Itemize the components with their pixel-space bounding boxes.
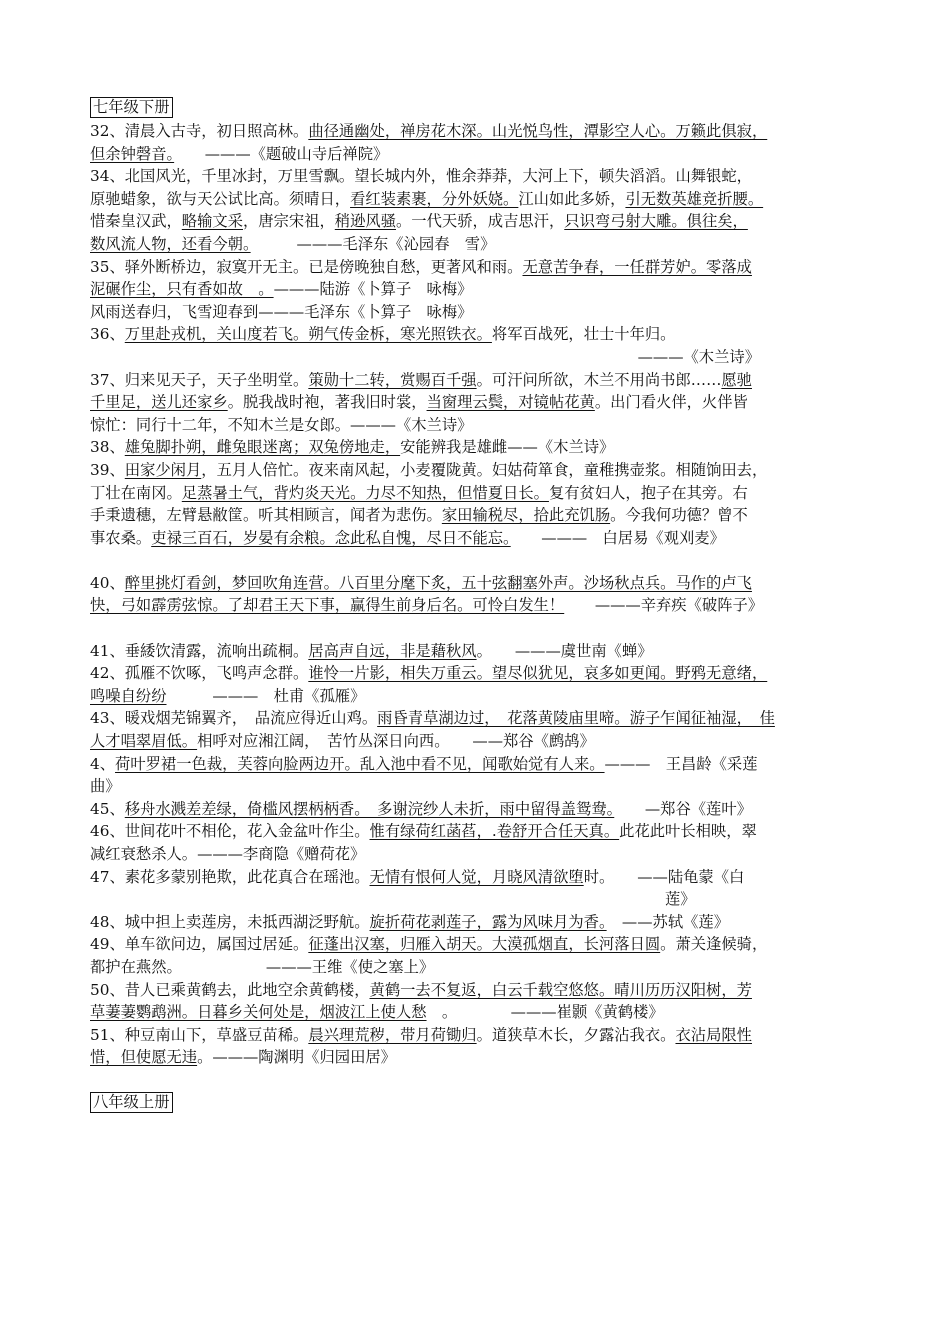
text-run: ，唐宗宋祖， xyxy=(243,212,335,231)
text-line xyxy=(90,391,865,414)
text-run: 41、垂緌饮清露，流响出疏桐。 xyxy=(90,641,309,660)
underlined-text: 无情有恨何人觉，月晓风清欲堕 xyxy=(369,867,584,886)
text-line xyxy=(90,482,865,505)
underlined-text: 稍逊风骚 xyxy=(334,212,396,231)
text-run: 手秉遗穗，左臂悬敝筐。听其相顾言，闻者为悲伤。 xyxy=(90,506,442,525)
text-run: 。今我何功德？曾不 xyxy=(610,506,748,525)
text-run: 。可汗问所欲，木兰不用尚书郎…… xyxy=(476,370,722,389)
underlined-text: 惜，但使愿无违 xyxy=(90,1048,198,1067)
text-run: ——— 王昌龄《采莲 xyxy=(604,754,758,773)
text-run: 。出门看火伴，火伴皆 xyxy=(594,393,748,412)
text-line xyxy=(90,1046,865,1069)
underlined-text: 田家少闲月 xyxy=(124,460,202,479)
text-line xyxy=(90,504,865,527)
text-run: 38、 xyxy=(90,438,125,457)
underlined-text: 数风流人物，还看今朝。 xyxy=(90,234,251,253)
text-run: 4、 xyxy=(90,754,116,773)
text-run: 都护在燕然。 ———王维《使之塞上》 xyxy=(90,957,435,976)
underlined-text: 家田输税尽，拾此充饥肠 xyxy=(441,506,611,525)
text-line xyxy=(90,436,865,459)
text-line xyxy=(90,753,865,776)
underlined-text: 但余钟磬音。 xyxy=(90,144,175,163)
underlined-text: 快，弓如霹雳弦惊。了却君王天下事，赢得生前身后名。可怜白发生！ xyxy=(90,596,565,615)
text-run: 40、 xyxy=(90,573,125,592)
text-line xyxy=(90,843,865,866)
text-run: 事农桑。 xyxy=(90,528,152,547)
underlined-text: 愿驰 xyxy=(721,370,752,389)
underlined-text: 晨兴理荒秽，带月荷锄归 xyxy=(308,1025,477,1044)
blank-line xyxy=(90,617,865,640)
underlined-text: 鸣噪自纷纷 xyxy=(90,686,167,705)
text-line xyxy=(90,933,865,956)
text-line xyxy=(90,301,865,324)
text-run: 将军百战死，壮士十年归。 xyxy=(491,325,676,344)
text-line xyxy=(90,143,865,166)
text-line xyxy=(90,414,865,437)
poem-list xyxy=(90,120,865,1069)
document-page xyxy=(90,97,865,1115)
underlined-text: 曲径通幽处，禅房花木深。山光悦鸟性，潭影空人心。万籁此俱寂， xyxy=(308,122,768,140)
text-run: 45、 xyxy=(90,799,125,818)
text-run: 35、驿外断桥边，寂寞开无主。已是傍晚独自愁，更著风和雨。 xyxy=(90,257,523,276)
underlined-text: 引无数英雄竞折腰。 xyxy=(625,189,764,208)
text-run: 47、素花多蒙别艳欺，此花真合在瑶池。 xyxy=(90,867,370,886)
text-line xyxy=(90,707,865,730)
text-run: 减红衰愁杀人。———李商隐《赠荷花》 xyxy=(90,845,366,863)
underlined-text: 千里足，送儿还家乡 xyxy=(90,393,228,412)
text-line xyxy=(90,459,865,482)
text-line xyxy=(90,233,865,256)
text-line xyxy=(90,594,865,617)
text-line xyxy=(90,165,865,188)
text-run: 丁壮在南冈。 xyxy=(90,483,182,502)
underlined-text: 足蒸暑土气，背灼炎天光。力尽不知热，但惜夏日长。 xyxy=(181,483,549,502)
underlined-text: 醉里挑灯看剑，梦回吹角连营。八百里分麾下炙，五十弦翻塞外声。沙场秋点兵。马作的卢飞 xyxy=(124,573,752,592)
text-run: 37、归来见天子，天子坐明堂。 xyxy=(90,370,309,389)
text-run: ——— 杜甫《孤雁》 xyxy=(166,686,366,705)
text-line xyxy=(90,1001,865,1024)
text-line xyxy=(90,323,865,346)
text-line xyxy=(90,210,865,233)
underlined-text: 雨昏青草湖边过， 花落黄陵庙里啼。游子乍闻征袖湿， 佳 xyxy=(377,709,775,728)
text-line xyxy=(90,730,865,753)
underlined-text: 吏禄三百石，岁晏有余粮。念此私自愧，尽日不能忘。 xyxy=(151,528,511,547)
text-run: 49、单车欲问边，属国过居延。 xyxy=(90,935,309,954)
underlined-text: 荷叶罗裙一色裁，芙蓉向脸两边开。乱入池中看不见，闻歌始觉有人来。 xyxy=(115,754,605,773)
text-run: ———《题破山寺后禅院》 xyxy=(174,144,389,163)
text-run: 风雨送春归，飞雪迎春到———毛泽东《卜算子 咏梅》 xyxy=(90,302,473,321)
text-line xyxy=(90,888,865,911)
text-run: 惜秦皇汉武， xyxy=(90,212,182,231)
underlined-text: 略输文采 xyxy=(181,212,243,231)
underlined-text: 人才唱翠眉低。 xyxy=(90,732,198,751)
text-run: 50、昔人已乘黄鹤去，此地空余黄鹤楼， xyxy=(90,980,370,999)
underlined-text: 黄鹤一去不复返，白云千载空悠悠。晴川历历汉阳树，芳 xyxy=(369,980,752,999)
text-run: 莲》 xyxy=(665,890,696,909)
underlined-text: 居高声自远，非是藉秋风 xyxy=(308,641,477,660)
text-run: —郑谷《莲叶》 xyxy=(614,799,752,818)
text-run: 46、世间花叶不相伦，花入金盆叶作尘。 xyxy=(90,822,370,841)
text-line xyxy=(90,979,865,1002)
text-run: ———《木兰诗》 xyxy=(637,347,760,366)
text-line xyxy=(90,1024,865,1047)
text-run: 时。 ——陆龟蒙《白 xyxy=(583,867,745,886)
underlined-text: 只识弯弓射大雕。俱往矣， xyxy=(564,212,748,231)
text-line xyxy=(90,188,865,211)
section-heading-grade7b: 七年级下册 xyxy=(90,97,173,118)
text-run: 安能辨我是雄雌——《木兰诗》 xyxy=(400,438,615,457)
text-run: 。脱我战时袍，著我旧时裳， xyxy=(227,393,427,412)
text-run: ———陆游《卜算子 咏梅》 xyxy=(273,280,473,299)
text-line xyxy=(90,911,865,934)
text-line xyxy=(90,685,865,708)
text-line xyxy=(90,775,865,798)
text-line xyxy=(90,956,865,979)
text-line xyxy=(90,798,865,821)
text-line xyxy=(90,120,865,143)
underlined-text: 衣沾局限性 xyxy=(675,1025,752,1044)
text-run: 42、孤雁不饮啄，飞鸣声念群。 xyxy=(90,664,309,683)
underlined-text: 旋折荷花剥莲子，露为风味月为香。 xyxy=(369,912,607,931)
text-run: 48、城中担上卖莲房，未抵西湖泛野航。 xyxy=(90,912,370,931)
underlined-text: 看红装素裹，分外妖娆。 xyxy=(350,189,519,208)
section-heading-grade8a: 八年级上册 xyxy=(90,1092,173,1113)
text-line xyxy=(90,640,865,663)
text-run: ———毛泽东《沁园春 雪》 xyxy=(250,234,496,253)
underlined-text: 万里赴戎机，关山度若飞。朔气传金柝，寒光照铁衣。 xyxy=(124,325,492,344)
text-run: ———辛弃疾《破阵子》 xyxy=(564,596,764,615)
text-line xyxy=(90,369,865,392)
text-line xyxy=(90,572,865,595)
underlined-text: 雄兔脚扑朔，雌兔眼迷离；双兔傍地走， xyxy=(124,438,401,457)
text-run: 曲》 xyxy=(90,777,121,796)
text-line xyxy=(90,256,865,279)
text-run: 。萧关逢候骑， xyxy=(660,935,768,954)
underlined-text: 草萋萋鹦鹉洲。日暮乡关何处是，烟波江上使人愁 xyxy=(90,1003,427,1022)
text-line xyxy=(90,662,865,685)
underlined-text: 谁怜一片影，相失万重云。望尽似犹见，哀多如更闻。野鸦无意绪， xyxy=(308,664,768,683)
text-line xyxy=(90,820,865,843)
text-run: ，五月人倍忙。夜来南风起，小麦覆陇黄。妇姑荷箪食，童稚携壶浆。相随饷田去， xyxy=(201,460,768,479)
underlined-text: 泥碾作尘，只有香如故 。 xyxy=(90,280,274,299)
text-run: 32、清晨入古寺，初日照高林。 xyxy=(90,122,309,140)
underlined-text: 当窗理云鬓，对镜帖花黄 xyxy=(426,393,595,412)
underlined-text: 征蓬出汉塞，归雁入胡天。大漠孤烟直，长河落日圆 xyxy=(308,935,661,954)
text-run: 39、 xyxy=(90,460,125,479)
text-run: 。———陶渊明《归园田居》 xyxy=(197,1048,396,1067)
text-run: 江山如此多娇， xyxy=(518,189,626,208)
text-run: 。 ———虞世南《蝉》 xyxy=(476,641,653,660)
text-run: 43、暖戏烟芜锦翼齐， 品流应得近山鸡。 xyxy=(90,709,378,728)
text-run: 复有贫妇人，抱子在其旁。右 xyxy=(548,483,748,502)
text-run: 51、种豆南山下，草盛豆苗稀。 xyxy=(90,1025,309,1044)
text-line xyxy=(90,346,865,369)
underlined-text: 移舟水溅差差绿，倚槛风摆柄柄香。 多谢浣纱人未折，雨中留得盖鸳鸯。 xyxy=(124,799,615,818)
text-run: 36、 xyxy=(90,325,125,344)
text-run: 此花此叶长相映，翠 xyxy=(619,822,757,841)
text-run: ——苏轼《莲》 xyxy=(606,912,730,931)
text-run: 。 ———崔颢《黄鹤楼》 xyxy=(426,1003,664,1022)
underlined-text: 惟有绿荷红菡萏，.卷舒开合任天真。 xyxy=(369,822,620,841)
text-run: 。一代天骄，成吉思汗， xyxy=(396,212,565,231)
text-line xyxy=(90,866,865,889)
text-run: ——— 白居易《观刈麦》 xyxy=(510,528,725,547)
underlined-text: 无意苦争春，一任群芳妒。零落成 xyxy=(522,257,752,276)
text-run: 相呼对应湘江阔， 苦竹丛深日向西。 ——郑谷《鹧鸪》 xyxy=(197,732,595,751)
text-run: 原驰蜡象，欲与天公试比高。须晴日， xyxy=(90,189,351,208)
blank-line xyxy=(90,549,865,572)
text-line xyxy=(90,278,865,301)
text-run: 惊忙：同行十二年，不知木兰是女郎。———《木兰诗》 xyxy=(90,415,473,434)
underlined-text: 策勋十二转，赏赐百千强 xyxy=(308,370,477,389)
text-run: 。道狭草木长，夕露沾我衣。 xyxy=(476,1025,676,1044)
text-run: 34、北国风光，千里冰封，万里雪飘。望长城内外，惟余莽莽，大河上下，顿失滔滔。山舞银蛇， xyxy=(90,167,752,186)
text-line xyxy=(90,527,865,550)
